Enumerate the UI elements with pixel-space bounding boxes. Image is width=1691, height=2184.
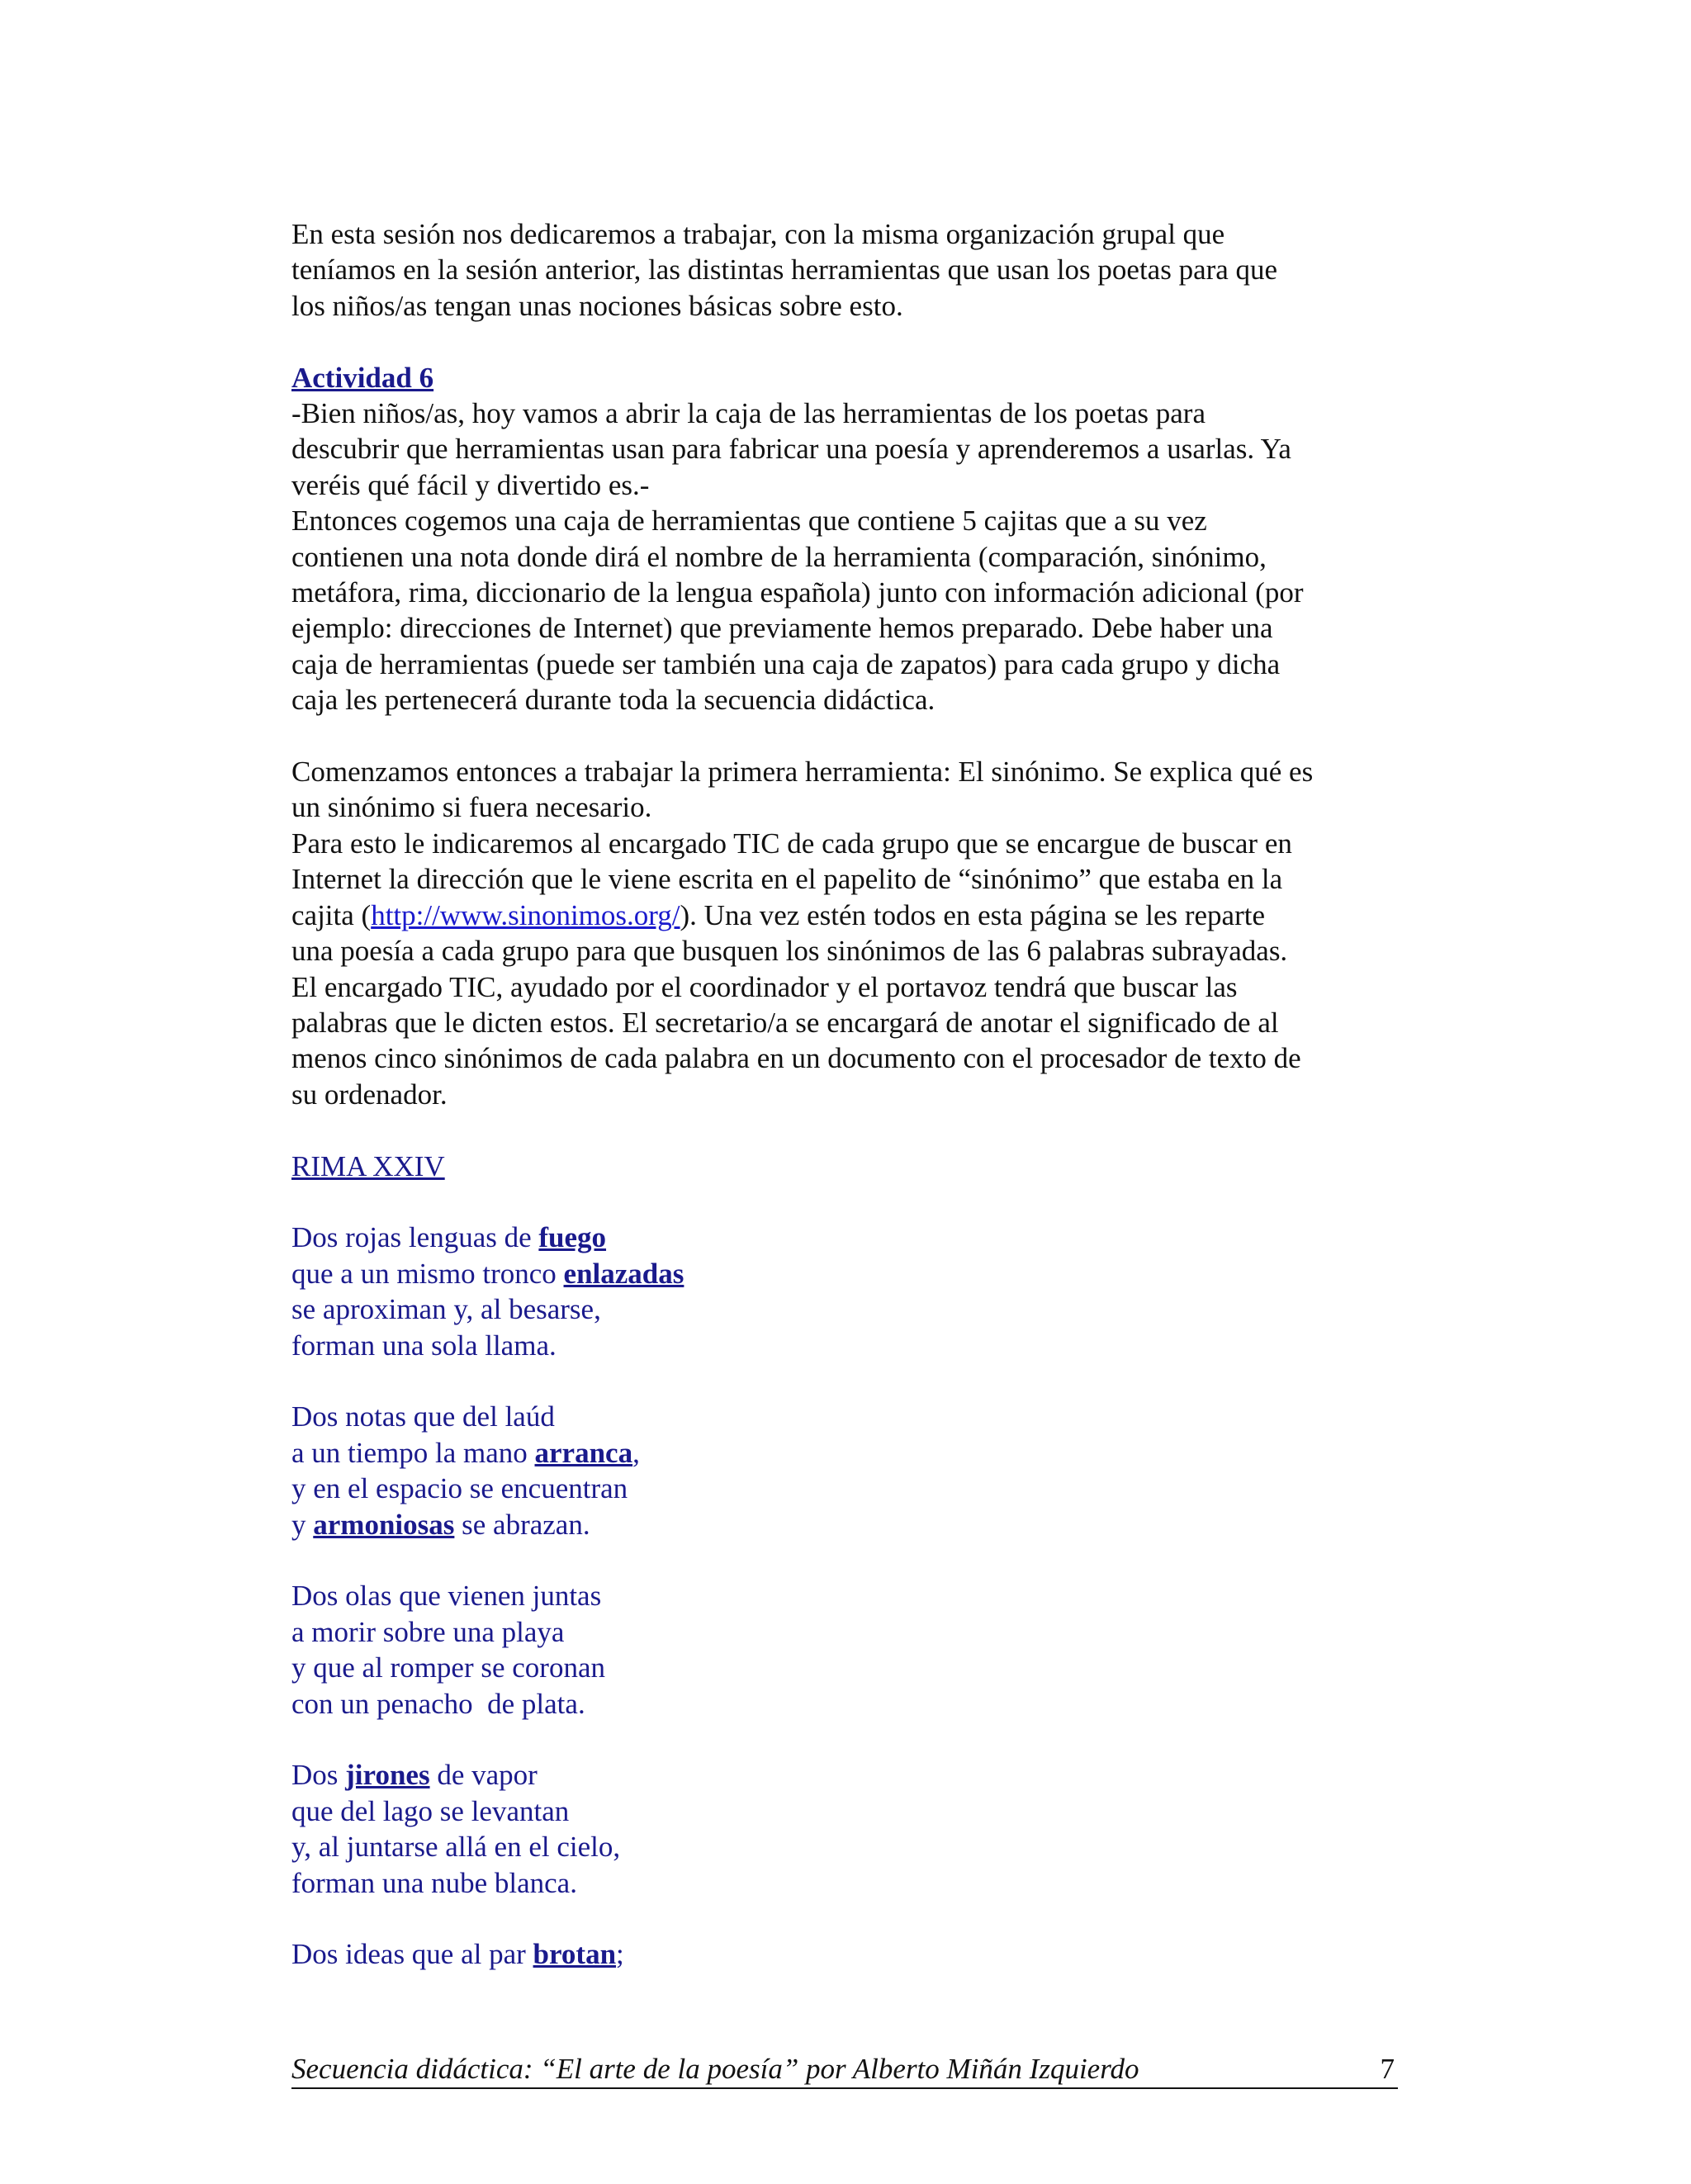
poem-line: a un tiempo la mano arranca, <box>291 1436 640 1469</box>
poem-stanza-2 <box>291 1399 1402 1542</box>
text-line: palabras que le dicten estos. El secretario/a se encargará de anotar el significado de al <box>291 1006 1279 1039</box>
underlined-word: fuego <box>538 1221 607 1254</box>
poem-line: Dos notas que del laúd <box>291 1400 555 1433</box>
poem-line: forman una nube blanca. <box>291 1866 577 1899</box>
underlined-word: arranca <box>534 1436 633 1469</box>
poem-line: se aproximan y, al besarse, <box>291 1293 601 1326</box>
poem-line: con un penacho de plata. <box>291 1687 585 1720</box>
poem-stanza-4 <box>291 1757 1402 1901</box>
poem-line: Dos ideas que al par brotan; <box>291 1938 624 1971</box>
text-line: veréis qué fácil y divertido es.- <box>291 468 650 501</box>
text-line: una poesía a cada grupo para que busquen los sinónimos de las 6 palabras subrayadas. <box>291 935 1288 968</box>
text-line: caja de herramientas (puede ser también una caja de zapatos) para cada grupo y dicha <box>291 647 1281 680</box>
text-line: Internet la dirección que le viene escrita en el papelito de “sinónimo” que estaba en la <box>291 863 1283 896</box>
poem-line: Dos rojas lenguas de fuego <box>291 1221 607 1254</box>
text-line: En esta sesión nos dedicaremos a trabajar, con la misma organización grupal que <box>291 218 1225 250</box>
text-line: El encargado TIC, ayudado por el coordinador y el portavoz tendrá que buscar las <box>291 970 1238 1003</box>
text-line: ejemplo: direcciones de Internet) que previamente hemos preparado. Debe haber una <box>291 612 1273 645</box>
poem-line: y, al juntarse allá en el cielo, <box>291 1831 621 1864</box>
text-line: teníamos en la sesión anterior, las distintas herramientas que usan los poetas para que <box>291 253 1278 287</box>
footer-text: Secuencia didáctica: “El arte de la poesía” por Alberto Miñán Izquierdo <box>291 2053 1139 2085</box>
document-body <box>291 216 1402 1973</box>
poem-line: que a un mismo tronco enlazadas <box>291 1257 684 1290</box>
text-line: cajita (http://www.sinonimos.org/). Una vez estén todos en esta página se les reparte <box>291 898 1265 931</box>
poem-stanza-3 <box>291 1578 1402 1722</box>
text-line: contienen una nota donde dirá el nombre de la herramienta (comparación, sinónimo, <box>291 540 1267 573</box>
poem-line: y armoniosas se abrazan. <box>291 1508 590 1541</box>
poem-stanza-1 <box>291 1220 1402 1363</box>
page-number: 7 <box>1380 2053 1395 2085</box>
poem-line: y que al romper se coronan <box>291 1651 605 1684</box>
poem-line: que del lago se levantan <box>291 1794 570 1827</box>
poem-line: forman una sola llama. <box>291 1329 557 1362</box>
synonym-paragraph <box>291 754 1402 1112</box>
text-line: su ordenador. <box>291 1078 448 1111</box>
text-line: descubrir que herramientas usan para fabricar una poesía y aprenderemos a usarlas. Ya <box>291 433 1291 466</box>
activity-title: Actividad 6 <box>291 361 434 394</box>
text-line: menos cinco sinónimos de cada palabra en un documento con el procesador de texto de <box>291 1042 1301 1075</box>
text-line: Comenzamos entonces a trabajar la primera herramienta: El sinónimo. Se explica qué es <box>291 756 1314 789</box>
poem-line: a morir sobre una playa <box>291 1615 565 1648</box>
poem-title: RIMA XXIV <box>291 1149 445 1182</box>
text-line: caja les pertenecerá durante toda la secuencia didáctica. <box>291 684 935 717</box>
activity-paragraph <box>291 396 1402 718</box>
page-footer <box>291 2051 1398 2089</box>
poem-line: Dos jirones de vapor <box>291 1759 538 1792</box>
underlined-word: enlazadas <box>563 1257 684 1290</box>
poem-line: Dos olas que vienen juntas <box>291 1580 602 1613</box>
intro-paragraph <box>291 216 1402 324</box>
underlined-word: armoniosas <box>313 1508 455 1541</box>
text-line: metáfora, rima, diccionario de la lengua española) junto con información adicional (por <box>291 576 1304 609</box>
text-line: Entonces cogemos una caja de herramientas que contiene 5 cajitas que a su vez <box>291 505 1207 538</box>
text-line: -Bien niños/as, hoy vamos a abrir la caja de las herramientas de los poetas para <box>291 397 1205 430</box>
text-line: los niños/as tengan unas nociones básicas sobre esto. <box>291 289 903 322</box>
text-line: Para esto le indicaremos al encargado TIC de cada grupo que se encargue de buscar en <box>291 827 1292 860</box>
poem-line: y en el espacio se encuentran <box>291 1472 628 1505</box>
poem-stanza-5 <box>291 1936 1402 1972</box>
underlined-word: brotan <box>533 1938 617 1971</box>
text-line: un sinónimo si fuera necesario. <box>291 791 652 824</box>
sinonimos-link[interactable]: http://www.sinonimos.org/ <box>371 898 680 931</box>
underlined-word: jirones <box>345 1759 430 1792</box>
